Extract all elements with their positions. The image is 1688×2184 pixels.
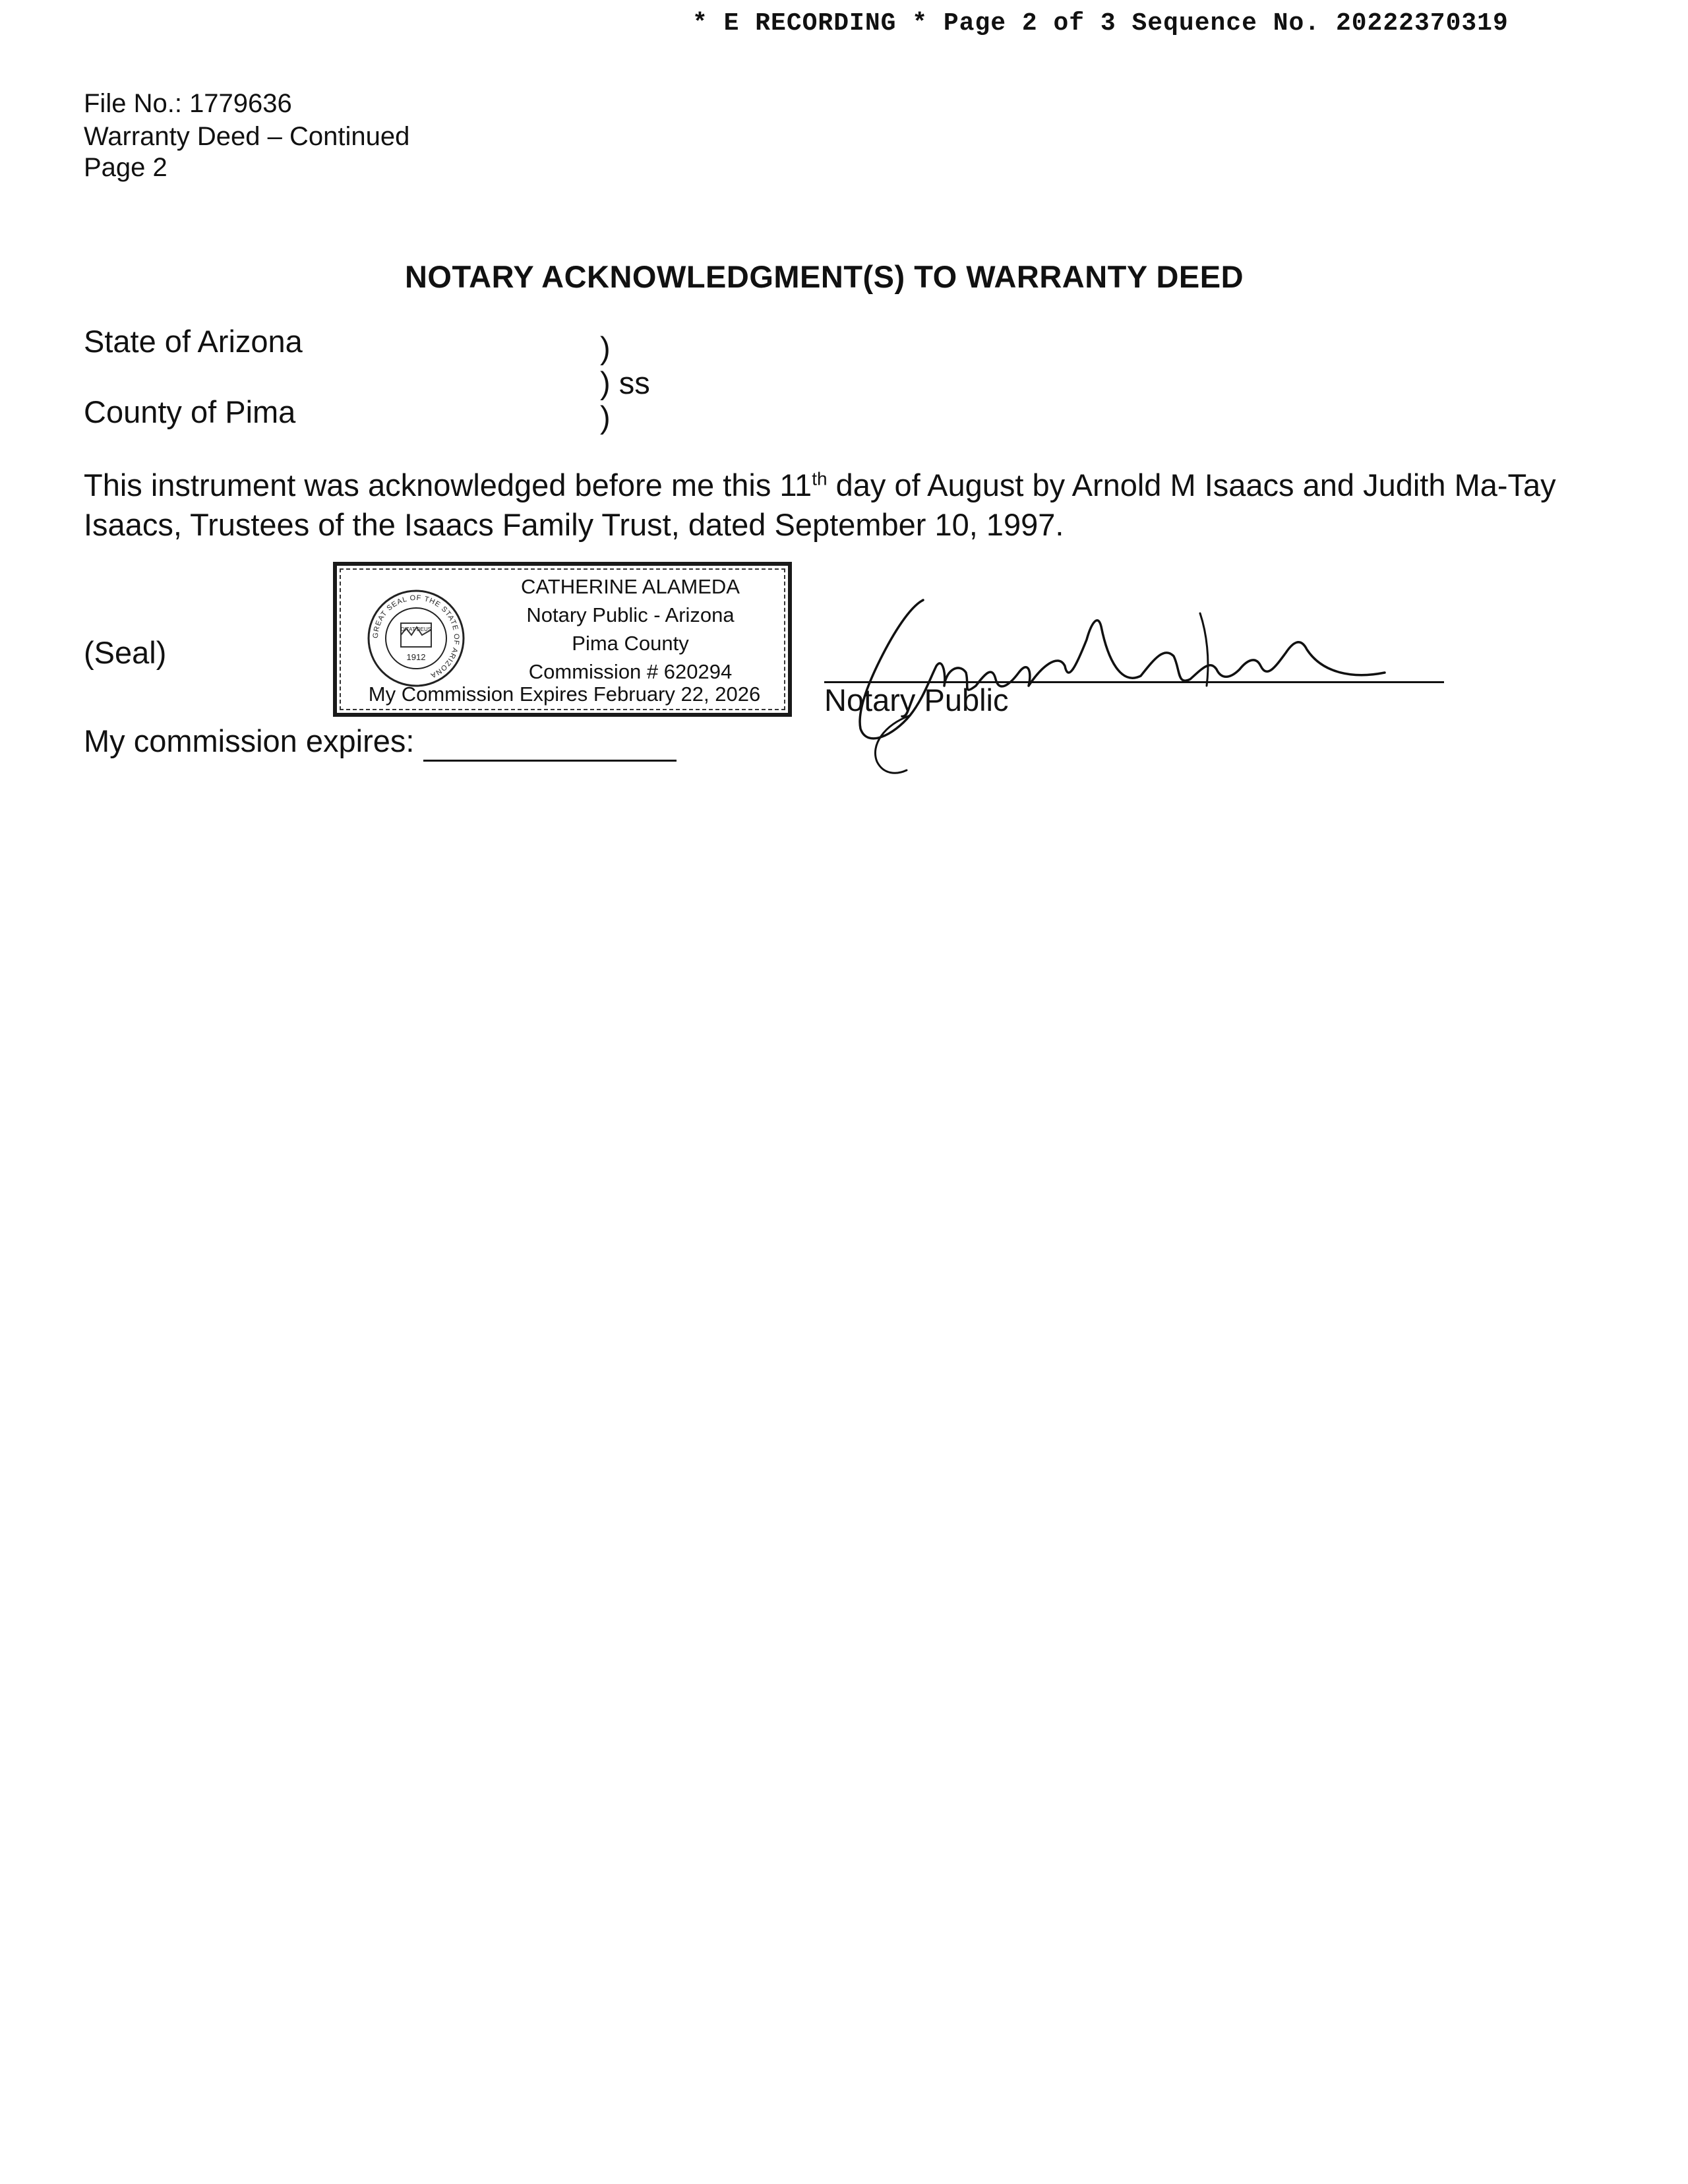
- venue-paren-bottom: ): [600, 400, 611, 435]
- recording-header: * E RECORDING * Page 2 of 3 Sequence No. 20222370319: [692, 9, 1509, 38]
- file-number: 1779636: [189, 89, 292, 118]
- file-number-label: File No.:: [84, 89, 182, 118]
- state-seal-icon: [367, 589, 466, 688]
- commission-expires-blank: [423, 760, 677, 762]
- stamp-expiration: My Commission Expires February 22, 2026: [368, 682, 761, 706]
- commission-expires-label: My commission expires:: [84, 723, 415, 758]
- stamp-notary-title: Notary Public - Arizona: [526, 603, 735, 626]
- stamp-commission: Commission # 620294: [528, 660, 733, 683]
- notary-public-label: Notary Public: [824, 682, 1009, 717]
- acknowledgment-text-start: This instrument was acknowledged before me this 11: [84, 468, 812, 502]
- stamp-county: Pima County: [572, 632, 689, 655]
- svg-text:GREAT SEAL OF THE STATE OF ARI: [372, 594, 460, 680]
- stamp-notary-name: CATHERINE ALAMEDA: [521, 575, 740, 598]
- day-suffix: th: [812, 468, 828, 489]
- notary-signature: [831, 587, 1391, 778]
- document-subtitle: Warranty Deed – Continued: [84, 122, 410, 151]
- acknowledgment-text-end: day of August by Arnold M Isaacs and Judith Ma-Tay: [827, 468, 1556, 502]
- county-label: County of Pima: [84, 394, 296, 429]
- venue-paren-ss: ) ss: [600, 365, 650, 400]
- venue-paren-top: ): [600, 330, 611, 365]
- seal-year: 1912: [406, 652, 426, 662]
- seal-text: GREAT SEAL OF THE STATE OF ARIZONA: [371, 593, 461, 680]
- seal-label: (Seal): [84, 635, 167, 670]
- notary-stamp: [333, 562, 792, 717]
- state-label: State of Arizona: [84, 324, 303, 359]
- document-title: NOTARY ACKNOWLEDGMENT(S) TO WARRANTY DEED: [404, 259, 1244, 294]
- page-number: Page 2: [84, 153, 167, 182]
- seal-motto: DITAT DEUS: [400, 626, 432, 632]
- acknowledgment-line-2: Isaacs, Trustees of the Isaacs Family Trust, dated September 10, 1997.: [84, 507, 1064, 542]
- acknowledgment-line-1: [84, 467, 1556, 503]
- file-number-line: [84, 89, 292, 119]
